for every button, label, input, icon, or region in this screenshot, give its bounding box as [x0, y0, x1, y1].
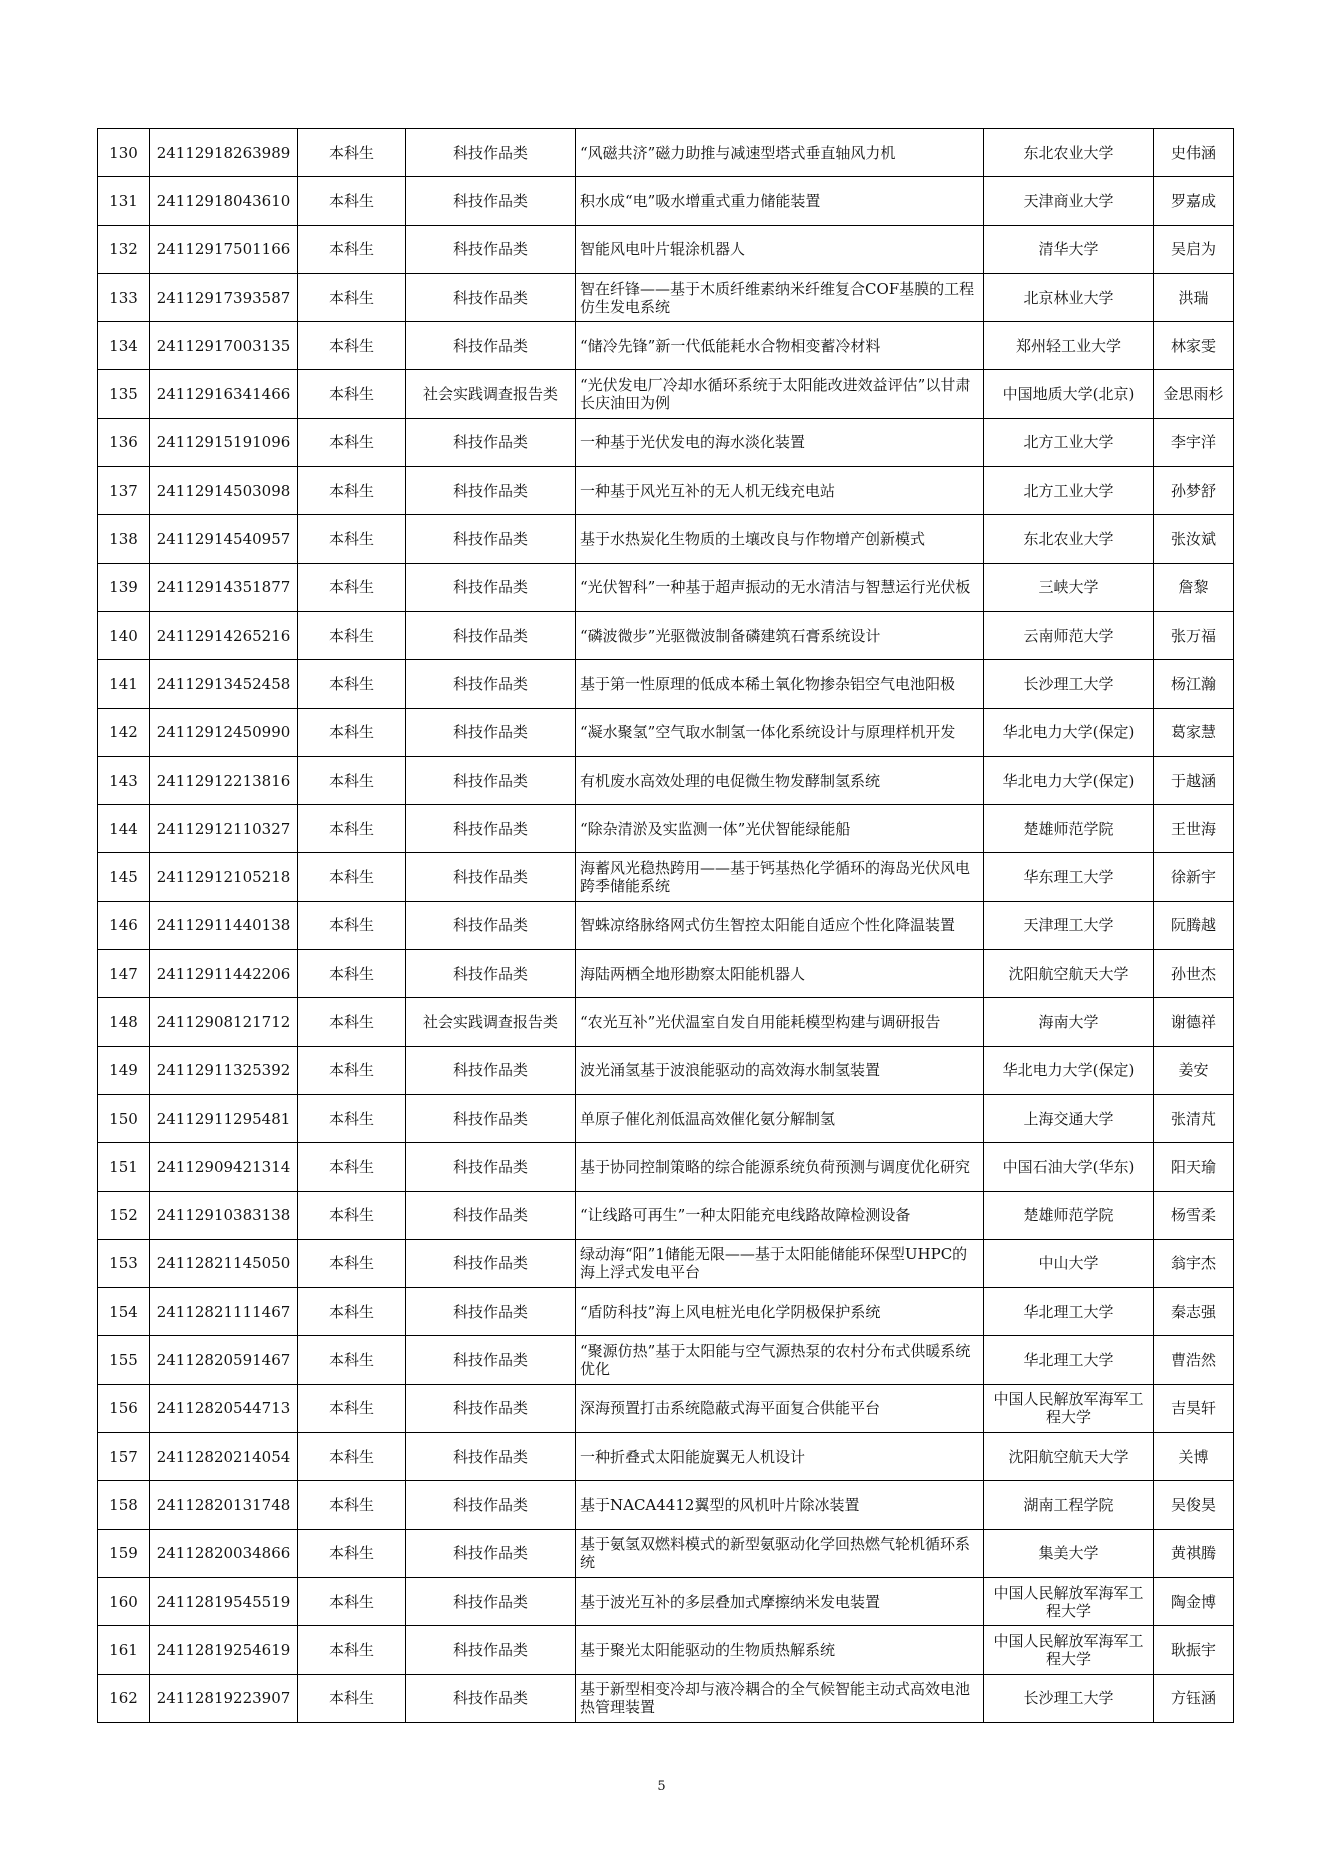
project-title-cell: 海陆两栖全地形勘察太阳能机器人 — [576, 950, 984, 998]
results-table — [97, 128, 1234, 1723]
category-cell: 社会实践调查报告类 — [406, 370, 576, 418]
project-title-cell: 一种折叠式太阳能旋翼无人机设计 — [576, 1433, 984, 1481]
school-cell: 华北电力大学(保定) — [984, 756, 1154, 804]
row-number-cell: 135 — [98, 370, 150, 418]
project-title-cell: “光伏智科”一种基于超声振动的无水清洁与智慧运行光伏板 — [576, 563, 984, 611]
school-cell: 长沙理工大学 — [984, 1674, 1154, 1722]
project-id-cell: 24112820034866 — [150, 1529, 298, 1577]
row-number-cell: 133 — [98, 273, 150, 321]
category-cell: 社会实践调查报告类 — [406, 998, 576, 1046]
row-number-cell: 151 — [98, 1143, 150, 1191]
category-cell: 科技作品类 — [406, 756, 576, 804]
table-row — [98, 611, 1234, 659]
category-cell: 科技作品类 — [406, 322, 576, 370]
row-number-cell: 161 — [98, 1626, 150, 1674]
row-number-cell: 159 — [98, 1529, 150, 1577]
project-id-cell: 24112820544713 — [150, 1384, 298, 1432]
category-cell: 科技作品类 — [406, 1288, 576, 1336]
project-id-cell: 24112915191096 — [150, 418, 298, 466]
row-number-cell: 130 — [98, 129, 150, 177]
applicant-name-cell: 王世海 — [1154, 805, 1234, 853]
project-id-cell: 24112917501166 — [150, 225, 298, 273]
table-row — [98, 1046, 1234, 1094]
applicant-name-cell: 陶金博 — [1154, 1577, 1234, 1625]
row-number-cell: 160 — [98, 1577, 150, 1625]
student-level-cell: 本科生 — [298, 467, 406, 515]
row-number-cell: 153 — [98, 1239, 150, 1287]
row-number-cell: 137 — [98, 467, 150, 515]
school-cell: 楚雄师范学院 — [984, 1191, 1154, 1239]
student-level-cell: 本科生 — [298, 1433, 406, 1481]
student-level-cell: 本科生 — [298, 322, 406, 370]
project-id-cell: 24112914351877 — [150, 563, 298, 611]
project-title-cell: “盾防科技”海上风电桩光电化学阴极保护系统 — [576, 1288, 984, 1336]
project-title-cell: “聚源仿热”基于太阳能与空气源热泵的农村分布式供暖系统优化 — [576, 1336, 984, 1384]
project-id-cell: 24112819545519 — [150, 1577, 298, 1625]
category-cell: 科技作品类 — [406, 660, 576, 708]
table-row — [98, 950, 1234, 998]
table-row — [98, 805, 1234, 853]
table-row — [98, 998, 1234, 1046]
school-cell: 中国石油大学(华东) — [984, 1143, 1154, 1191]
student-level-cell: 本科生 — [298, 950, 406, 998]
school-cell: 华东理工大学 — [984, 853, 1154, 901]
project-id-cell: 24112821145050 — [150, 1239, 298, 1287]
table-row — [98, 1674, 1234, 1722]
table-row — [98, 273, 1234, 321]
category-cell: 科技作品类 — [406, 1674, 576, 1722]
applicant-name-cell: 张万福 — [1154, 611, 1234, 659]
category-cell: 科技作品类 — [406, 1239, 576, 1287]
row-number-cell: 134 — [98, 322, 150, 370]
project-title-cell: 智蛛凉络脉络网式仿生智控太阳能自适应个性化降温装置 — [576, 901, 984, 949]
student-level-cell: 本科生 — [298, 370, 406, 418]
project-title-cell: “磷波微步”光驱微波制备磷建筑石膏系统设计 — [576, 611, 984, 659]
table-row — [98, 1239, 1234, 1287]
category-cell: 科技作品类 — [406, 1433, 576, 1481]
school-cell: 中国人民解放军海军工程大学 — [984, 1577, 1154, 1625]
applicant-name-cell: 詹黎 — [1154, 563, 1234, 611]
project-title-cell: “储冷先锋”新一代低能耗水合物相变蓄冷材料 — [576, 322, 984, 370]
applicant-name-cell: 吴俊昊 — [1154, 1481, 1234, 1529]
applicant-name-cell: 徐新宇 — [1154, 853, 1234, 901]
row-number-cell: 150 — [98, 1094, 150, 1142]
row-number-cell: 139 — [98, 563, 150, 611]
row-number-cell: 154 — [98, 1288, 150, 1336]
student-level-cell: 本科生 — [298, 1626, 406, 1674]
row-number-cell: 158 — [98, 1481, 150, 1529]
project-id-cell: 24112918043610 — [150, 177, 298, 225]
applicant-name-cell: 金思雨杉 — [1154, 370, 1234, 418]
student-level-cell: 本科生 — [298, 563, 406, 611]
category-cell: 科技作品类 — [406, 1143, 576, 1191]
project-id-cell: 24112908121712 — [150, 998, 298, 1046]
student-level-cell: 本科生 — [298, 515, 406, 563]
school-cell: 中国人民解放军海军工程大学 — [984, 1626, 1154, 1674]
table-row — [98, 563, 1234, 611]
table-row — [98, 418, 1234, 466]
project-id-cell: 24112821111467 — [150, 1288, 298, 1336]
school-cell: 华北电力大学(保定) — [984, 1046, 1154, 1094]
project-title-cell: 基于波光互补的多层叠加式摩擦纳米发电装置 — [576, 1577, 984, 1625]
table-row — [98, 1094, 1234, 1142]
table-row — [98, 1191, 1234, 1239]
table-row — [98, 1336, 1234, 1384]
project-id-cell: 24112913452458 — [150, 660, 298, 708]
category-cell: 科技作品类 — [406, 1336, 576, 1384]
applicant-name-cell: 史伟涵 — [1154, 129, 1234, 177]
applicant-name-cell: 张汝斌 — [1154, 515, 1234, 563]
project-title-cell: 基于聚光太阳能驱动的生物质热解系统 — [576, 1626, 984, 1674]
student-level-cell: 本科生 — [298, 1336, 406, 1384]
table-row — [98, 901, 1234, 949]
student-level-cell: 本科生 — [298, 998, 406, 1046]
category-cell: 科技作品类 — [406, 611, 576, 659]
table-body — [98, 129, 1234, 1723]
category-cell: 科技作品类 — [406, 853, 576, 901]
student-level-cell: 本科生 — [298, 177, 406, 225]
school-cell: 华北理工大学 — [984, 1288, 1154, 1336]
applicant-name-cell: 姜安 — [1154, 1046, 1234, 1094]
row-number-cell: 142 — [98, 708, 150, 756]
school-cell: 清华大学 — [984, 225, 1154, 273]
project-title-cell: 基于新型相变冷却与液冷耦合的全气候智能主动式高效电池热管理装置 — [576, 1674, 984, 1722]
applicant-name-cell: 关博 — [1154, 1433, 1234, 1481]
table-row — [98, 1577, 1234, 1625]
category-cell: 科技作品类 — [406, 418, 576, 466]
school-cell: 沈阳航空航天大学 — [984, 1433, 1154, 1481]
student-level-cell: 本科生 — [298, 1288, 406, 1336]
results-table-container — [97, 128, 1233, 1723]
school-cell: 郑州轻工业大学 — [984, 322, 1154, 370]
student-level-cell: 本科生 — [298, 129, 406, 177]
school-cell: 中国人民解放军海军工程大学 — [984, 1384, 1154, 1432]
project-id-cell: 24112819223907 — [150, 1674, 298, 1722]
table-row — [98, 1481, 1234, 1529]
student-level-cell: 本科生 — [298, 611, 406, 659]
student-level-cell: 本科生 — [298, 901, 406, 949]
table-row — [98, 1288, 1234, 1336]
project-id-cell: 24112912450990 — [150, 708, 298, 756]
category-cell: 科技作品类 — [406, 805, 576, 853]
applicant-name-cell: 孙梦舒 — [1154, 467, 1234, 515]
student-level-cell: 本科生 — [298, 1529, 406, 1577]
school-cell: 楚雄师范学院 — [984, 805, 1154, 853]
student-level-cell: 本科生 — [298, 805, 406, 853]
school-cell: 云南师范大学 — [984, 611, 1154, 659]
applicant-name-cell: 杨江瀚 — [1154, 660, 1234, 708]
table-row — [98, 1384, 1234, 1432]
applicant-name-cell: 阮腾越 — [1154, 901, 1234, 949]
applicant-name-cell: 罗嘉成 — [1154, 177, 1234, 225]
student-level-cell: 本科生 — [298, 1191, 406, 1239]
row-number-cell: 138 — [98, 515, 150, 563]
student-level-cell: 本科生 — [298, 273, 406, 321]
table-row — [98, 1143, 1234, 1191]
school-cell: 东北农业大学 — [984, 129, 1154, 177]
school-cell: 天津商业大学 — [984, 177, 1154, 225]
project-id-cell: 24112909421314 — [150, 1143, 298, 1191]
project-id-cell: 24112911440138 — [150, 901, 298, 949]
applicant-name-cell: 黄祺腾 — [1154, 1529, 1234, 1577]
project-id-cell: 24112914503098 — [150, 467, 298, 515]
category-cell: 科技作品类 — [406, 1529, 576, 1577]
row-number-cell: 144 — [98, 805, 150, 853]
project-id-cell: 24112918263989 — [150, 129, 298, 177]
student-level-cell: 本科生 — [298, 708, 406, 756]
project-title-cell: 基于第一性原理的低成本稀土氧化物掺杂铝空气电池阳极 — [576, 660, 984, 708]
table-row — [98, 370, 1234, 418]
row-number-cell: 149 — [98, 1046, 150, 1094]
student-level-cell: 本科生 — [298, 1239, 406, 1287]
project-title-cell: 积水成“电”吸水增重式重力储能装置 — [576, 177, 984, 225]
project-title-cell: 海蓄风光稳热跨用——基于钙基热化学循环的海岛光伏风电跨季储能系统 — [576, 853, 984, 901]
school-cell: 三峡大学 — [984, 563, 1154, 611]
student-level-cell: 本科生 — [298, 1577, 406, 1625]
project-title-cell: 基于NACA4412翼型的风机叶片除冰装置 — [576, 1481, 984, 1529]
school-cell: 上海交通大学 — [984, 1094, 1154, 1142]
row-number-cell: 131 — [98, 177, 150, 225]
table-row — [98, 467, 1234, 515]
project-title-cell: “光伏发电厂冷却水循环系统于太阳能改进效益评估”以甘肃长庆油田为例 — [576, 370, 984, 418]
applicant-name-cell: 吉昊轩 — [1154, 1384, 1234, 1432]
project-id-cell: 24112914540957 — [150, 515, 298, 563]
table-row — [98, 1433, 1234, 1481]
applicant-name-cell: 林家雯 — [1154, 322, 1234, 370]
project-title-cell: “凝水聚氢”空气取水制氢一体化系统设计与原理样机开发 — [576, 708, 984, 756]
category-cell: 科技作品类 — [406, 129, 576, 177]
school-cell: 北方工业大学 — [984, 418, 1154, 466]
row-number-cell: 143 — [98, 756, 150, 804]
row-number-cell: 155 — [98, 1336, 150, 1384]
project-title-cell: 有机废水高效处理的电促微生物发酵制氢系统 — [576, 756, 984, 804]
project-id-cell: 24112917393587 — [150, 273, 298, 321]
project-title-cell: 一种基于风光互补的无人机无线充电站 — [576, 467, 984, 515]
student-level-cell: 本科生 — [298, 225, 406, 273]
project-id-cell: 24112911295481 — [150, 1094, 298, 1142]
school-cell: 沈阳航空航天大学 — [984, 950, 1154, 998]
applicant-name-cell: 翁宇杰 — [1154, 1239, 1234, 1287]
table-row — [98, 1529, 1234, 1577]
applicant-name-cell: 阳天瑜 — [1154, 1143, 1234, 1191]
school-cell: 海南大学 — [984, 998, 1154, 1046]
school-cell: 华北电力大学(保定) — [984, 708, 1154, 756]
project-title-cell: 智在纤锋——基于木质纤维素纳米纤维复合COF基膜的工程仿生发电系统 — [576, 273, 984, 321]
project-title-cell: 单原子催化剂低温高效催化氨分解制氢 — [576, 1094, 984, 1142]
project-id-cell: 24112912110327 — [150, 805, 298, 853]
row-number-cell: 132 — [98, 225, 150, 273]
school-cell: 东北农业大学 — [984, 515, 1154, 563]
category-cell: 科技作品类 — [406, 1191, 576, 1239]
project-id-cell: 24112912213816 — [150, 756, 298, 804]
table-row — [98, 177, 1234, 225]
student-level-cell: 本科生 — [298, 1481, 406, 1529]
student-level-cell: 本科生 — [298, 853, 406, 901]
row-number-cell: 156 — [98, 1384, 150, 1432]
project-title-cell: 一种基于光伏发电的海水淡化装置 — [576, 418, 984, 466]
school-cell: 华北理工大学 — [984, 1336, 1154, 1384]
project-title-cell: 绿动海“阳”1储能无限——基于太阳能储能环保型UHPC的海上浮式发电平台 — [576, 1239, 984, 1287]
project-id-cell: 24112819254619 — [150, 1626, 298, 1674]
row-number-cell: 152 — [98, 1191, 150, 1239]
table-row — [98, 853, 1234, 901]
table-row — [98, 660, 1234, 708]
row-number-cell: 162 — [98, 1674, 150, 1722]
project-title-cell: 基于氨氢双燃料模式的新型氨驱动化学回热燃气轮机循环系统 — [576, 1529, 984, 1577]
table-row — [98, 1626, 1234, 1674]
category-cell: 科技作品类 — [406, 708, 576, 756]
row-number-cell: 145 — [98, 853, 150, 901]
row-number-cell: 140 — [98, 611, 150, 659]
school-cell: 长沙理工大学 — [984, 660, 1154, 708]
row-number-cell: 157 — [98, 1433, 150, 1481]
applicant-name-cell: 张清芃 — [1154, 1094, 1234, 1142]
category-cell: 科技作品类 — [406, 515, 576, 563]
category-cell: 科技作品类 — [406, 1577, 576, 1625]
category-cell: 科技作品类 — [406, 225, 576, 273]
student-level-cell: 本科生 — [298, 1046, 406, 1094]
applicant-name-cell: 耿振宇 — [1154, 1626, 1234, 1674]
applicant-name-cell: 孙世杰 — [1154, 950, 1234, 998]
category-cell: 科技作品类 — [406, 901, 576, 949]
student-level-cell: 本科生 — [298, 756, 406, 804]
table-row — [98, 225, 1234, 273]
category-cell: 科技作品类 — [406, 950, 576, 998]
school-cell: 北京林业大学 — [984, 273, 1154, 321]
applicant-name-cell: 李宇洋 — [1154, 418, 1234, 466]
student-level-cell: 本科生 — [298, 418, 406, 466]
category-cell: 科技作品类 — [406, 1626, 576, 1674]
category-cell: 科技作品类 — [406, 273, 576, 321]
applicant-name-cell: 洪瑞 — [1154, 273, 1234, 321]
school-cell: 天津理工大学 — [984, 901, 1154, 949]
project-title-cell: 智能风电叶片辊涂机器人 — [576, 225, 984, 273]
project-id-cell: 24112820131748 — [150, 1481, 298, 1529]
school-cell: 北方工业大学 — [984, 467, 1154, 515]
row-number-cell: 148 — [98, 998, 150, 1046]
table-row — [98, 515, 1234, 563]
table-row — [98, 708, 1234, 756]
project-title-cell: “农光互补”光伏温室自发自用能耗模型构建与调研报告 — [576, 998, 984, 1046]
project-id-cell: 24112916341466 — [150, 370, 298, 418]
school-cell: 集美大学 — [984, 1529, 1154, 1577]
project-id-cell: 24112911442206 — [150, 950, 298, 998]
category-cell: 科技作品类 — [406, 1094, 576, 1142]
school-cell: 中山大学 — [984, 1239, 1154, 1287]
student-level-cell: 本科生 — [298, 1384, 406, 1432]
applicant-name-cell: 杨雪柔 — [1154, 1191, 1234, 1239]
row-number-cell: 146 — [98, 901, 150, 949]
row-number-cell: 136 — [98, 418, 150, 466]
applicant-name-cell: 葛家慧 — [1154, 708, 1234, 756]
project-id-cell: 24112914265216 — [150, 611, 298, 659]
applicant-name-cell: 吴启为 — [1154, 225, 1234, 273]
row-number-cell: 141 — [98, 660, 150, 708]
applicant-name-cell: 谢德祥 — [1154, 998, 1234, 1046]
table-row — [98, 756, 1234, 804]
page-number: 5 — [657, 1779, 666, 1794]
project-title-cell: 基于水热炭化生物质的土壤改良与作物增产创新模式 — [576, 515, 984, 563]
student-level-cell: 本科生 — [298, 1094, 406, 1142]
table-row — [98, 129, 1234, 177]
project-title-cell: 深海预置打击系统隐蔽式海平面复合供能平台 — [576, 1384, 984, 1432]
category-cell: 科技作品类 — [406, 563, 576, 611]
category-cell: 科技作品类 — [406, 1046, 576, 1094]
project-id-cell: 24112912105218 — [150, 853, 298, 901]
school-cell: 湖南工程学院 — [984, 1481, 1154, 1529]
category-cell: 科技作品类 — [406, 1384, 576, 1432]
row-number-cell: 147 — [98, 950, 150, 998]
project-id-cell: 24112911325392 — [150, 1046, 298, 1094]
school-cell: 中国地质大学(北京) — [984, 370, 1154, 418]
project-title-cell: 基于协同控制策略的综合能源系统负荷预测与调度优化研究 — [576, 1143, 984, 1191]
applicant-name-cell: 方钰涵 — [1154, 1674, 1234, 1722]
student-level-cell: 本科生 — [298, 1674, 406, 1722]
project-id-cell: 24112820591467 — [150, 1336, 298, 1384]
applicant-name-cell: 秦志强 — [1154, 1288, 1234, 1336]
project-title-cell: “让线路可再生”一种太阳能充电线路故障检测设备 — [576, 1191, 984, 1239]
project-title-cell: “除杂清淤及实监测一体”光伏智能绿能船 — [576, 805, 984, 853]
applicant-name-cell: 于越涵 — [1154, 756, 1234, 804]
project-id-cell: 24112917003135 — [150, 322, 298, 370]
category-cell: 科技作品类 — [406, 1481, 576, 1529]
category-cell: 科技作品类 — [406, 177, 576, 225]
student-level-cell: 本科生 — [298, 1143, 406, 1191]
project-title-cell: “风磁共济”磁力助推与减速型塔式垂直轴风力机 — [576, 129, 984, 177]
project-title-cell: 波光涌氢基于波浪能驱动的高效海水制氢装置 — [576, 1046, 984, 1094]
table-row — [98, 322, 1234, 370]
project-id-cell: 24112910383138 — [150, 1191, 298, 1239]
project-id-cell: 24112820214054 — [150, 1433, 298, 1481]
student-level-cell: 本科生 — [298, 660, 406, 708]
category-cell: 科技作品类 — [406, 467, 576, 515]
applicant-name-cell: 曹浩然 — [1154, 1336, 1234, 1384]
